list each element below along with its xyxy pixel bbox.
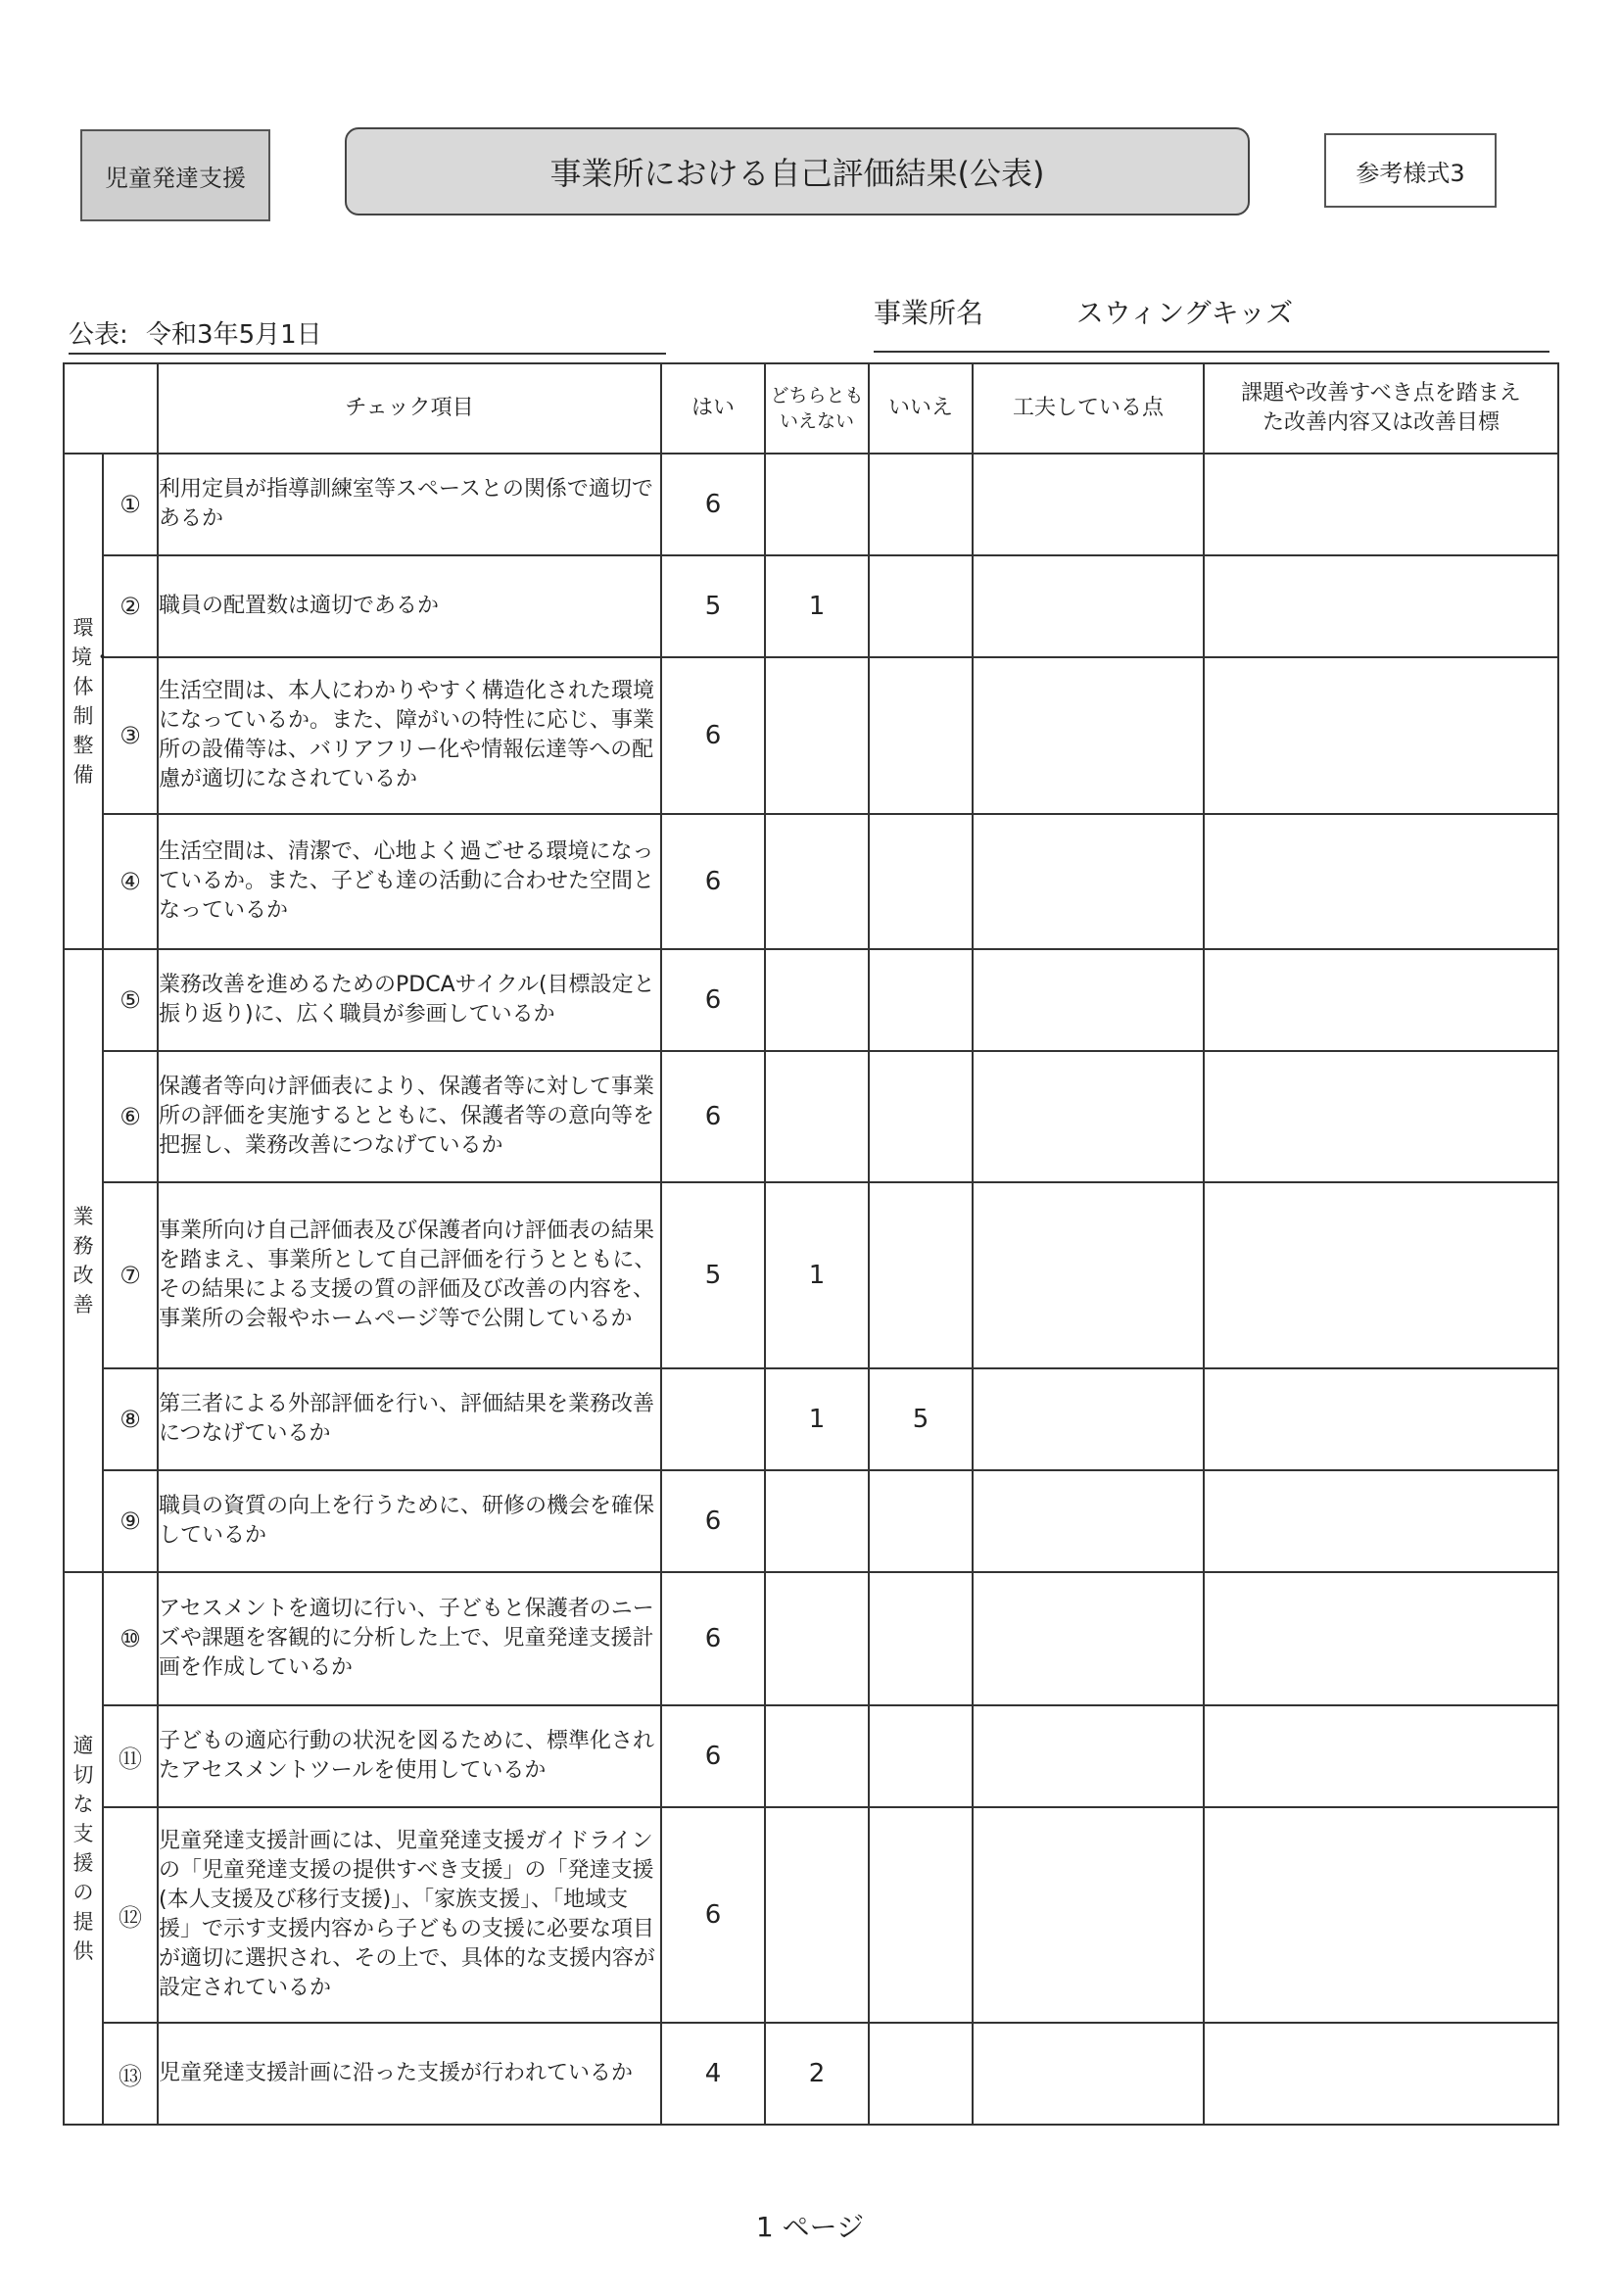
neither-count — [765, 1705, 869, 1807]
table-row — [64, 1807, 1558, 2023]
improvement-cell — [1204, 454, 1558, 555]
check-item-text: 業務改善を進めるためのPDCAサイクル(目標設定と振り返り)に、広く職員が参画しているか — [158, 949, 661, 1051]
yes-count: 6 — [661, 949, 765, 1051]
row-number: ② — [103, 555, 158, 657]
ingenuity-cell — [973, 1051, 1204, 1182]
check-item-text: 子どもの適応行動の状況を図るために、標準化されたアセスメントツールを使用しているか — [158, 1705, 661, 1807]
ingenuity-cell — [973, 555, 1204, 657]
row-number: ③ — [103, 657, 158, 814]
table-row — [64, 1368, 1558, 1470]
header-improvement: 課題や改善すべき点を踏まえ た改善内容又は改善目標 — [1204, 363, 1558, 454]
no-count — [869, 1470, 973, 1572]
row-number: ⑦ — [103, 1182, 158, 1368]
published-date: 令和3年5月1日 — [146, 320, 322, 350]
table-row — [64, 949, 1558, 1051]
page-title: 事業所における自己評価結果(公表) — [345, 127, 1250, 215]
table-row — [64, 1051, 1558, 1182]
neither-count — [765, 949, 869, 1051]
no-count — [869, 1807, 973, 2023]
yes-count: 6 — [661, 1470, 765, 1572]
service-type-tag: 児童発達支援 — [80, 129, 270, 221]
ingenuity-cell — [973, 949, 1204, 1051]
table-row — [64, 814, 1558, 949]
published-label: 公表: — [69, 320, 128, 350]
office-line — [874, 292, 1549, 353]
ingenuity-cell — [973, 1572, 1204, 1705]
check-item-text: 児童発達支援計画には、児童発達支援ガイドラインの「児童発達支援の提供すべき支援」の「発達支援(本人支援及び移行支援)」、「家族支援」、「地域支援」で示す支援内容から子どもの支援に必要な項目が適切に選択され、その上で、具体的な支援内容が設定されているか — [158, 1807, 661, 2023]
header-blank-cell — [64, 363, 158, 454]
header-check-item: チェック項目 — [158, 363, 661, 454]
ingenuity-cell — [973, 1705, 1204, 1807]
row-number: ⑩ — [103, 1572, 158, 1705]
category-operations: 業務改善 — [64, 949, 103, 1572]
yes-count: 5 — [661, 555, 765, 657]
ingenuity-cell — [973, 1368, 1204, 1470]
improvement-cell — [1204, 814, 1558, 949]
ingenuity-cell — [973, 1182, 1204, 1368]
no-count — [869, 814, 973, 949]
office-name: スウィングキッズ — [1075, 297, 1294, 329]
yes-count: 6 — [661, 1051, 765, 1182]
no-count — [869, 1572, 973, 1705]
neither-count — [765, 814, 869, 949]
check-item-text: 生活空間は、清潔で、心地よく過ごせる環境になっているか。また、子ども達の活動に合わせた空間となっているか — [158, 814, 661, 949]
neither-count: 1 — [765, 1368, 869, 1470]
header-ingenuity: 工夫している点 — [973, 363, 1204, 454]
table-header-row — [64, 363, 1558, 454]
yes-count: 6 — [661, 1705, 765, 1807]
row-number: ① — [103, 454, 158, 555]
check-item-text: 職員の資質の向上を行うために、研修の機会を確保しているか — [158, 1470, 661, 1572]
yes-count: 6 — [661, 657, 765, 814]
table-row — [64, 1572, 1558, 1705]
check-item-text: 第三者による外部評価を行い、評価結果を業務改善につなげているか — [158, 1368, 661, 1470]
no-count — [869, 454, 973, 555]
neither-count — [765, 1051, 869, 1182]
yes-count: 6 — [661, 814, 765, 949]
ingenuity-cell — [973, 657, 1204, 814]
row-number: ⑬ — [103, 2023, 158, 2125]
improvement-cell — [1204, 1572, 1558, 1705]
row-number: ⑨ — [103, 1470, 158, 1572]
check-item-text: 利用定員が指導訓練室等スペースとの関係で適切であるか — [158, 454, 661, 555]
no-count — [869, 1182, 973, 1368]
improvement-cell — [1204, 657, 1558, 814]
no-count — [869, 1705, 973, 1807]
neither-count — [765, 454, 869, 555]
no-count — [869, 657, 973, 814]
table-row — [64, 657, 1558, 814]
row-number: ⑪ — [103, 1705, 158, 1807]
check-item-text: 生活空間は、本人にわかりやすく構造化された環境になっているか。また、障がいの特性に応じ、事業所の設備等は、バリアフリー化や情報伝達等への配慮が適切になされているか — [158, 657, 661, 814]
improvement-cell — [1204, 1470, 1558, 1572]
improvement-cell — [1204, 555, 1558, 657]
yes-count — [661, 1368, 765, 1470]
yes-count: 6 — [661, 1807, 765, 2023]
ingenuity-cell — [973, 1807, 1204, 2023]
reference-form-label: 参考様式3 — [1324, 133, 1497, 208]
yes-count: 5 — [661, 1182, 765, 1368]
table-row — [64, 1182, 1558, 1368]
no-count — [869, 1051, 973, 1182]
table-row — [64, 555, 1558, 657]
neither-count — [765, 1807, 869, 2023]
category-support: 適切な支援の提供 — [64, 1572, 103, 2125]
ingenuity-cell — [973, 2023, 1204, 2125]
header-yes: はい — [661, 363, 765, 454]
table-row — [64, 2023, 1558, 2125]
yes-count: 6 — [661, 1572, 765, 1705]
row-number: ⑧ — [103, 1368, 158, 1470]
no-count — [869, 555, 973, 657]
ingenuity-cell — [973, 814, 1204, 949]
improvement-cell — [1204, 1807, 1558, 2023]
self-evaluation-table — [63, 362, 1559, 2126]
neither-count — [765, 1470, 869, 1572]
published-line — [69, 317, 666, 355]
category-environment: 環境・体制整備 — [64, 454, 103, 949]
improvement-cell — [1204, 1182, 1558, 1368]
row-number: ⑫ — [103, 1807, 158, 2023]
improvement-cell — [1204, 949, 1558, 1051]
table-row — [64, 1470, 1558, 1572]
improvement-cell — [1204, 1051, 1558, 1182]
row-number: ⑥ — [103, 1051, 158, 1182]
no-count — [869, 949, 973, 1051]
neither-count: 1 — [765, 1182, 869, 1368]
header-no: いいえ — [869, 363, 973, 454]
page-number: 1 ページ — [755, 2211, 865, 2243]
table-row — [64, 454, 1558, 555]
header-neither: どちらとも いえない — [765, 363, 869, 454]
improvement-cell — [1204, 2023, 1558, 2125]
check-item-text: 事業所向け自己評価表及び保護者向け評価表の結果を踏まえ、事業所として自己評価を行うとともに、その結果による支援の質の評価及び改善の内容を、事業所の会報やホームページ等で公開しているか — [158, 1182, 661, 1368]
improvement-cell — [1204, 1705, 1558, 1807]
check-item-text: 児童発達支援計画に沿った支援が行われているか — [158, 2023, 661, 2125]
check-item-text: アセスメントを適切に行い、子どもと保護者のニーズや課題を客観的に分析した上で、児童発達支援計画を作成しているか — [158, 1572, 661, 1705]
neither-count — [765, 657, 869, 814]
check-item-text: 保護者等向け評価表により、保護者等に対して事業所の評価を実施するとともに、保護者等の意向等を把握し、業務改善につなげているか — [158, 1051, 661, 1182]
neither-count — [765, 1572, 869, 1705]
row-number: ⑤ — [103, 949, 158, 1051]
row-number: ④ — [103, 814, 158, 949]
office-label: 事業所名 — [874, 297, 984, 329]
no-count — [869, 2023, 973, 2125]
ingenuity-cell — [973, 1470, 1204, 1572]
ingenuity-cell — [973, 454, 1204, 555]
yes-count: 6 — [661, 454, 765, 555]
yes-count: 4 — [661, 2023, 765, 2125]
neither-count: 1 — [765, 555, 869, 657]
improvement-cell — [1204, 1368, 1558, 1470]
check-item-text: 職員の配置数は適切であるか — [158, 555, 661, 657]
neither-count: 2 — [765, 2023, 869, 2125]
table-row — [64, 1705, 1558, 1807]
no-count: 5 — [869, 1368, 973, 1470]
